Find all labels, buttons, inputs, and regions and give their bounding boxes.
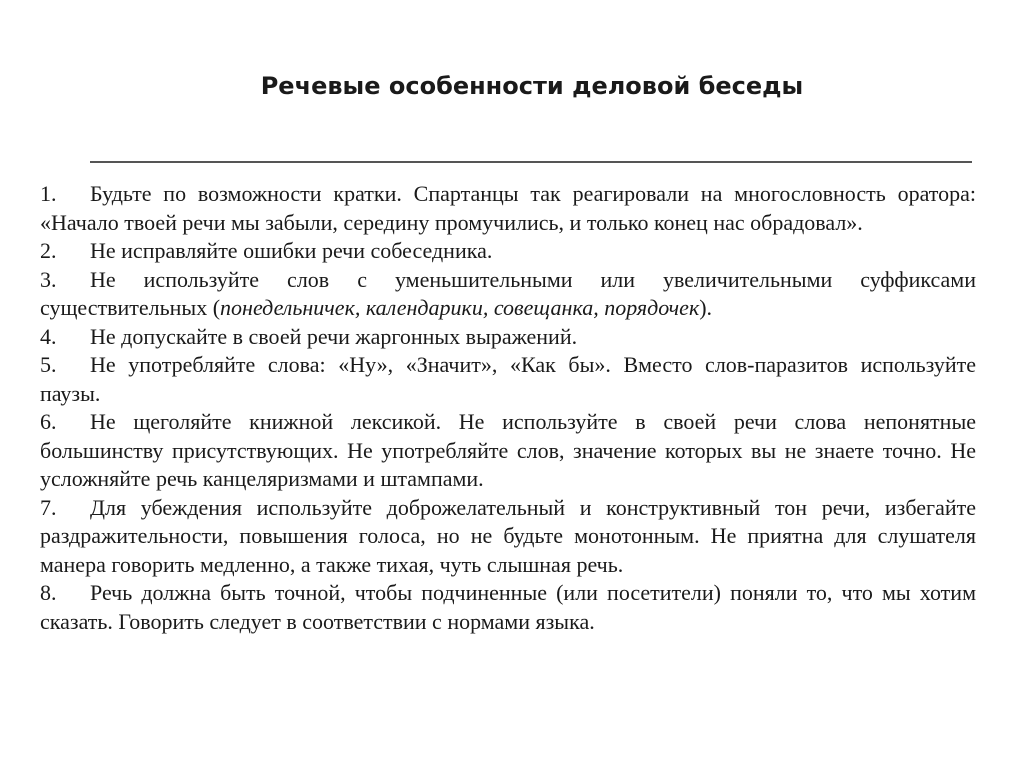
- list-item-5: [40, 351, 976, 408]
- list-item-1: [40, 180, 976, 237]
- item-text: Речь должна быть точной, чтобы подчиненные (или посетители) поняли то, что мы хотим сказать. Говорить следует в соответствии с нормами языка.: [40, 580, 976, 634]
- list-item-6: [40, 408, 976, 494]
- item-number: 3.: [40, 266, 57, 292]
- item-text: Не употребляйте слова: «Ну», «Значит», «Как бы». Вместо слов-паразитов используйте паузы.: [40, 352, 976, 406]
- item-number: 7.: [40, 494, 57, 520]
- list-item-7: [40, 494, 976, 580]
- item-number: 4.: [40, 323, 57, 349]
- item-text: Для убеждения используйте доброжелательный и конструктивный тон речи, избегайте раздражительности, повышения голоса, но не будьте монотонным. Не приятна для слушателя манера говорить медленно, а также тихая, чуть слышная речь.: [40, 494, 976, 577]
- list-item-4: [40, 323, 976, 352]
- item-text: Не щеголяйте книжной лексикой. Не используйте в своей речи слова непонятные большинству присутствующих. Не употребляйте слов, значение которых вы не знаете точно. Не усложняйте речь канцеляризмами и штампами.: [40, 409, 976, 491]
- list-item-2: [40, 237, 976, 266]
- slide-title: Речевые особенности деловой беседы: [260, 72, 804, 100]
- item-text-end: ).: [699, 295, 713, 320]
- item-number: 1.: [40, 181, 57, 206]
- item-number: 5.: [40, 352, 57, 377]
- item-text: Будьте по возможности кратки. Спартанцы так реагировали на многословность оратора: «Начало твоей речи мы забыли, середину промучились, и только конец нас обрадовал».: [40, 181, 976, 235]
- item-text: Не используйте слов с уменьшительными или увеличительными суффиксами существительных (: [40, 266, 976, 320]
- list-item-8: [40, 579, 976, 636]
- item-number: 2.: [40, 238, 57, 263]
- item-text: Не допускайте в своей речи жаргонных выражений.: [90, 323, 578, 349]
- list-item-3: [40, 266, 976, 323]
- title-divider: [90, 161, 972, 163]
- item-text: Не исправляйте ошибки речи собеседника.: [90, 238, 493, 263]
- rules-list: [40, 180, 976, 636]
- item-number: 8.: [40, 580, 57, 605]
- item-number: 6.: [40, 409, 57, 434]
- item-examples: понедельничек, календарики, совещанка, порядочек: [220, 295, 700, 320]
